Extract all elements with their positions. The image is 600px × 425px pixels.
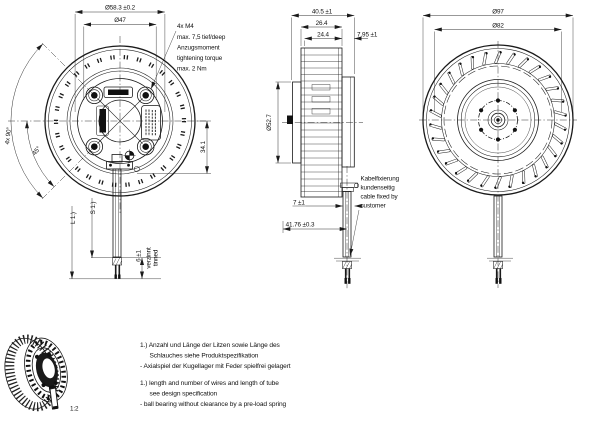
note-en-3: - ball bearing without clearance by a pre-load spring — [140, 400, 287, 408]
dim-depth-total: 40.5 ±1 — [311, 8, 333, 16]
dim-dia-impeller: Ø82 — [492, 22, 504, 30]
shaft-hub — [488, 110, 508, 130]
note-en-2: see design specification — [149, 390, 218, 398]
dim-angle-pattern: 4x 90° — [3, 126, 14, 145]
front-view — [3, 5, 226, 279]
svg-text:customer: customer — [360, 202, 386, 210]
screw-boss — [137, 87, 154, 104]
dim-cable-distance: 41.76 ±0.3 — [285, 221, 315, 229]
type-label — [142, 106, 161, 141]
scale-label: 1:2 — [70, 405, 79, 413]
earth-symbol — [123, 149, 135, 161]
rear-cable — [487, 196, 513, 284]
motor-flange-plate — [342, 77, 354, 167]
dim-dia-housing: Ø58.3 ±0.2 — [104, 4, 136, 12]
svg-text:max. 7,5 tief/deep: max. 7,5 tief/deep — [177, 34, 226, 41]
screw-note — [177, 23, 226, 73]
svg-text:max. 2 Nm: max. 2 Nm — [177, 65, 207, 73]
dim-cable-gap: 7 ±1 — [293, 199, 305, 207]
label-tinned-en: tinned — [152, 249, 160, 267]
svg-text:Kabelfixierung: Kabelfixierung — [360, 175, 400, 183]
dim-depth-blades: 24.4 — [317, 31, 329, 39]
side-view — [266, 9, 400, 290]
svg-text:kundenseitig: kundenseitig — [360, 184, 395, 192]
dim-dia-bolt-circle: Ø47 — [114, 17, 126, 24]
screw-boss — [86, 138, 103, 155]
dim-dia-outer: Ø97 — [492, 8, 504, 16]
svg-text:cable fixed by: cable fixed by — [360, 193, 398, 201]
dim-cable-offset: 34.1 — [200, 141, 207, 153]
dim-dia-rotor: Ø52.7 — [266, 114, 273, 131]
dim-tinned-length: 6 ±1 — [135, 250, 143, 262]
iso-view — [0, 330, 79, 415]
side-cable — [334, 183, 361, 284]
dim-angle-offset: 45° — [31, 145, 43, 157]
notes-block — [140, 342, 291, 408]
cable-fixing-note — [361, 176, 400, 210]
note-de-2: Schlauches siehe Produktspezifikation — [149, 352, 259, 360]
screw-boss — [86, 87, 103, 104]
note-de-1: 1.) Anzahl und Länge der Litzen sowie Länge des — [140, 342, 280, 349]
note-de-3: - Axialspiel der Kugellager mit Feder spielfrei gelagert — [140, 363, 291, 370]
rear-view — [419, 9, 577, 289]
screw-boss — [137, 138, 154, 155]
svg-text:tightening torque: tightening torque — [177, 55, 223, 62]
label-tube-length: S 1.) — [90, 201, 97, 215]
svg-text:4x M4: 4x M4 — [177, 23, 194, 30]
label-tinned-de: verzinnt — [145, 247, 153, 269]
svg-text:Anzugsmoment: Anzugsmoment — [177, 44, 220, 52]
label-wire-length: L 1.) — [70, 212, 77, 224]
dim-depth-impeller: 26.4 — [315, 20, 328, 27]
note-en-1: 1.) length and number of wires and length of tube — [140, 380, 279, 387]
dim-depth-flange: 7.95 ±1 — [357, 31, 378, 39]
